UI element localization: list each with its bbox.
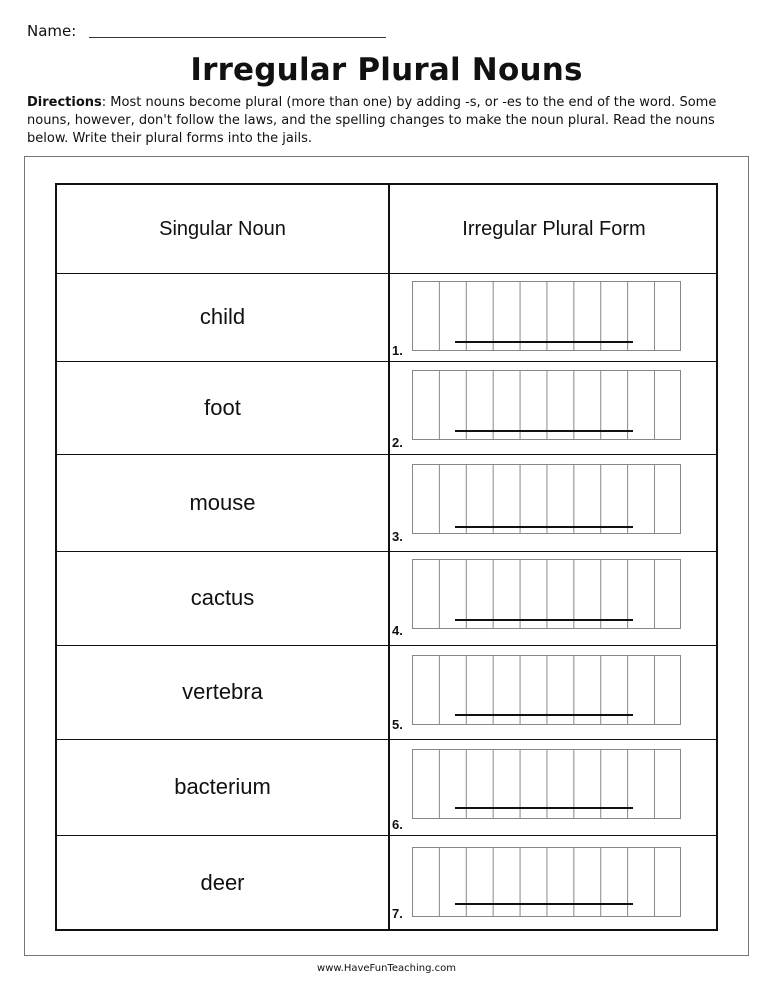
header-irregular-plural-form: Irregular Plural Form: [462, 217, 646, 240]
footer-site: www.HaveFunTeaching.com: [317, 963, 456, 974]
row-number: 1.: [392, 343, 403, 358]
directions-text: : Most nouns become plural (more than one) by adding -s, or -es to the end of the word. Some nouns, however, don't follow the laws, and the spelling changes to make the noun plural. Read the nouns below. Write their plural forms into the jails.: [27, 95, 717, 146]
row-number: 5.: [392, 717, 403, 732]
singular-noun-cell: bacterium: [174, 774, 271, 799]
singular-noun-cell: child: [199, 304, 246, 329]
singular-noun-cell: vertebra: [182, 679, 263, 704]
name-label: Name:: [27, 22, 77, 40]
directions-label: Directions: [27, 95, 102, 110]
name-write-line[interactable]: [89, 37, 386, 38]
singular-noun-cell: deer: [200, 870, 245, 895]
answer-jail-7[interactable]: [412, 847, 681, 917]
row-number: 7.: [392, 906, 403, 921]
answer-jail-3[interactable]: [412, 464, 681, 534]
answer-line-1: [455, 341, 633, 343]
singular-noun-cell: cactus: [190, 585, 255, 610]
noun-table: [55, 183, 718, 931]
row-number: 4.: [392, 623, 403, 638]
row-number: 2.: [392, 435, 403, 450]
header-singular-noun: Singular Noun: [159, 217, 286, 240]
column-divider: [388, 185, 390, 929]
answer-line-5: [455, 714, 633, 716]
answer-line-6: [455, 807, 633, 809]
row-number: 3.: [392, 529, 403, 544]
answer-line-3: [455, 526, 633, 528]
page-title: Irregular Plural Nouns: [190, 52, 583, 88]
answer-line-2: [455, 430, 633, 432]
answer-line-4: [455, 619, 633, 621]
singular-noun-cell: mouse: [189, 489, 256, 515]
answer-line-7: [455, 903, 633, 905]
singular-noun-cell: foot: [204, 394, 241, 420]
directions: [27, 94, 747, 148]
row-number: 6.: [392, 817, 403, 832]
